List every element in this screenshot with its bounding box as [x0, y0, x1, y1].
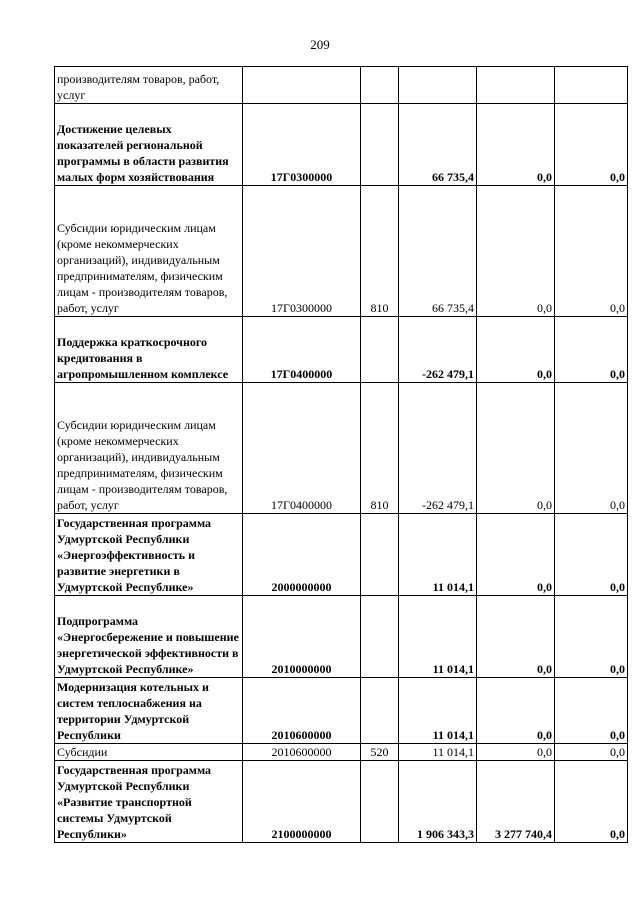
row-value-3: 0,0 — [555, 514, 628, 596]
row-expense-type — [361, 761, 399, 843]
row-code: 2010600000 — [243, 744, 361, 761]
row-expense-type: 810 — [361, 383, 399, 514]
row-name: Государственная программа Удмуртской Республики «Развитие транспортной системы Удмуртской Республики» — [55, 761, 243, 843]
table-row — [55, 514, 628, 596]
row-value-2 — [477, 67, 555, 104]
row-expense-type — [361, 596, 399, 678]
table-row — [55, 317, 628, 383]
row-name: Модернизация котельных и систем теплоснабжения на территории Удмуртской Республики — [55, 678, 243, 744]
table-row — [55, 104, 628, 186]
table-row — [55, 596, 628, 678]
row-value-1: 66 735,4 — [399, 186, 477, 317]
row-code: 2000000000 — [243, 514, 361, 596]
row-expense-type — [361, 104, 399, 186]
row-code: 2010600000 — [243, 678, 361, 744]
row-value-2: 0,0 — [477, 104, 555, 186]
row-code: 17Г0300000 — [243, 104, 361, 186]
row-name: Субсидии — [55, 744, 243, 761]
row-value-3: 0,0 — [555, 383, 628, 514]
row-code: 17Г0400000 — [243, 317, 361, 383]
row-value-3: 0,0 — [555, 104, 628, 186]
table-row — [55, 761, 628, 843]
row-code: 2100000000 — [243, 761, 361, 843]
row-value-3: 0,0 — [555, 678, 628, 744]
row-value-2: 0,0 — [477, 514, 555, 596]
row-value-1: 11 014,1 — [399, 514, 477, 596]
row-expense-type: 520 — [361, 744, 399, 761]
table-row — [55, 383, 628, 514]
table-row — [55, 744, 628, 761]
row-code: 2010000000 — [243, 596, 361, 678]
row-expense-type: 810 — [361, 186, 399, 317]
row-expense-type — [361, 317, 399, 383]
row-expense-type — [361, 67, 399, 104]
row-name: Государственная программа Удмуртской Республики «Энергоэффективность и развитие энергетики в Удмуртской Республике» — [55, 514, 243, 596]
row-value-2: 0,0 — [477, 678, 555, 744]
row-name: Достижение целевых показателей региональной программы в области развития малых форм хозяйствования — [55, 104, 243, 186]
row-value-1: 11 014,1 — [399, 744, 477, 761]
row-expense-type — [361, 678, 399, 744]
row-value-1: 11 014,1 — [399, 596, 477, 678]
row-name: Субсидии юридическим лицам (кроме некоммерческих организаций), индивидуальным предпринимателям, физическим лицам - производителям товаров, работ, услуг — [55, 383, 243, 514]
row-value-2: 3 277 740,4 — [477, 761, 555, 843]
row-value-2: 0,0 — [477, 383, 555, 514]
row-code — [243, 67, 361, 104]
row-value-1: 11 014,1 — [399, 678, 477, 744]
row-value-3: 0,0 — [555, 596, 628, 678]
row-name: производителям товаров, работ, услуг — [55, 67, 243, 104]
row-value-2: 0,0 — [477, 596, 555, 678]
row-value-1: -262 479,1 — [399, 317, 477, 383]
table-row — [55, 67, 628, 104]
row-name: Подпрограмма «Энергосбережение и повышение энергетической эффективности в Удмуртской Республике» — [55, 596, 243, 678]
row-name: Поддержка краткосрочного кредитования в агропромышленном комплексе — [55, 317, 243, 383]
row-value-3: 0,0 — [555, 744, 628, 761]
table-row — [55, 186, 628, 317]
row-expense-type — [361, 514, 399, 596]
budget-table — [54, 66, 628, 843]
row-code: 17Г0400000 — [243, 383, 361, 514]
row-name: Субсидии юридическим лицам (кроме некоммерческих организаций), индивидуальным предпринимателям, физическим лицам - производителям товаров, работ, услуг — [55, 186, 243, 317]
row-value-1: 66 735,4 — [399, 104, 477, 186]
row-value-1 — [399, 67, 477, 104]
row-value-3: 0,0 — [555, 761, 628, 843]
page-number: 209 — [310, 37, 330, 52]
row-value-1: -262 479,1 — [399, 383, 477, 514]
row-value-2: 0,0 — [477, 317, 555, 383]
row-code: 17Г0300000 — [243, 186, 361, 317]
row-value-3 — [555, 67, 628, 104]
row-value-3: 0,0 — [555, 317, 628, 383]
row-value-1: 1 906 343,3 — [399, 761, 477, 843]
table-row — [55, 678, 628, 744]
row-value-2: 0,0 — [477, 744, 555, 761]
row-value-3: 0,0 — [555, 186, 628, 317]
row-value-2: 0,0 — [477, 186, 555, 317]
